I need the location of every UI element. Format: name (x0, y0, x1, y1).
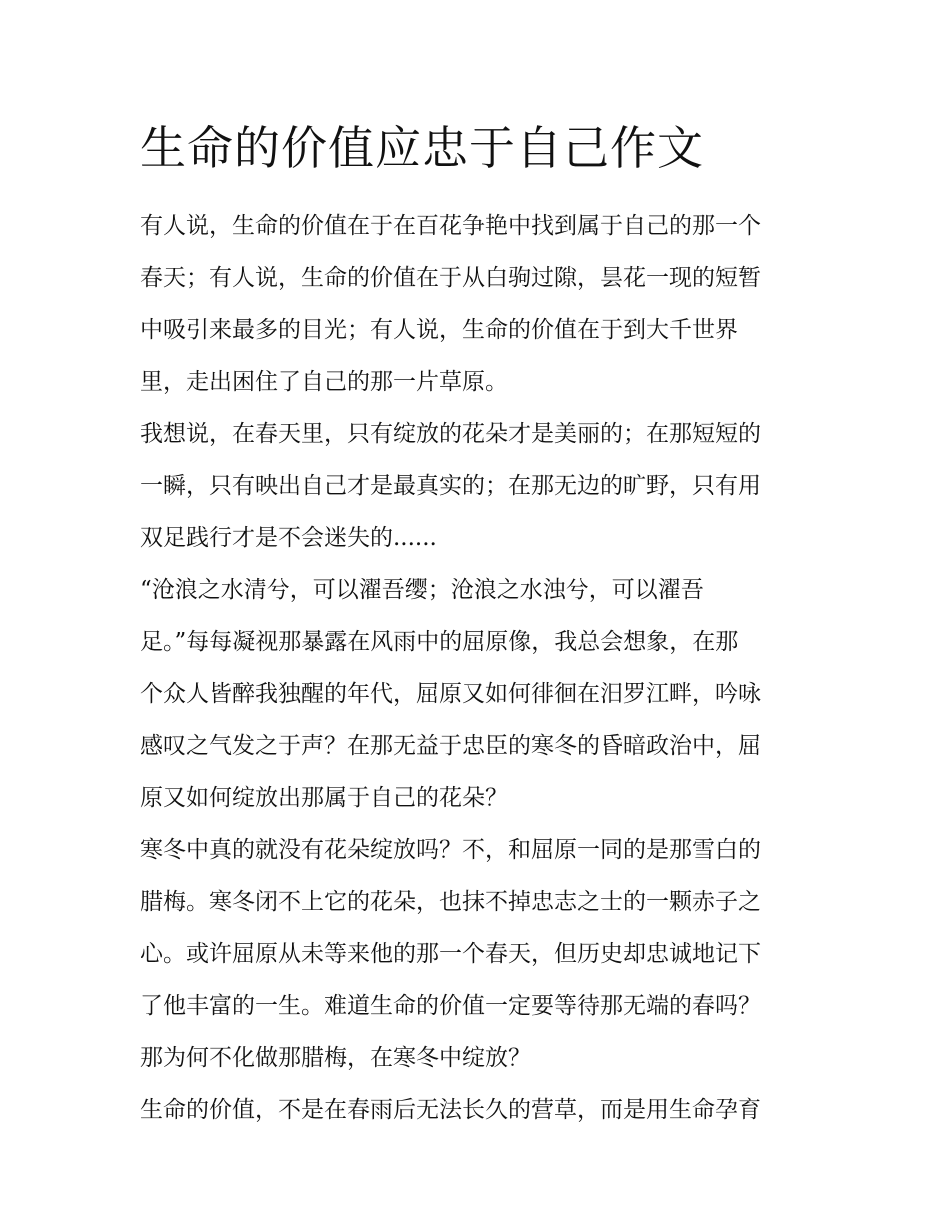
text-line: 双足践行才是不会迷失的...... (140, 525, 437, 551)
text-line: 寒冬中真的就没有花朵绽放吗？不，和屈原一同的是那雪白的 (140, 837, 761, 863)
text-line: 里，走出困住了自己的那一片草原。 (140, 369, 508, 395)
document-title: 生命的价值应忠于自己作文 (140, 121, 704, 175)
text-line: 感叹之气发之于声？在那无益于忠臣的寒冬的昏暗政治中，屈 (140, 733, 761, 759)
text-line: 个众人皆醉我独醒的年代，屈原又如何徘徊在汨罗江畔，吟咏 (140, 681, 761, 707)
text-line: 那为何不化做那腊梅，在寒冬中绽放？ (140, 1045, 531, 1071)
text-line: 我想说，在春天里，只有绽放的花朵才是美丽的；在那短短的 (140, 421, 761, 447)
text-line: “沧浪之水清兮，可以濯吾缨；沧浪之水浊兮，可以濯吾 (140, 577, 704, 603)
text-line: 春天；有人说，生命的价值在于从白驹过隙，昙花一现的短暂 (140, 265, 761, 291)
text-line: 心。或许屈原从未等来他的那一个春天，但历史却忠诚地记下 (140, 941, 761, 967)
text-line: 中吸引来最多的目光；有人说，生命的价值在于到大千世界 (140, 317, 738, 343)
text-line: 有人说，生命的价值在于在百花争艳中找到属于自己的那一个 (140, 213, 761, 239)
text-line: 足。”每每凝视那暴露在风雨中的屈原像，我总会想象，在那 (140, 629, 739, 655)
text-line: 一瞬，只有映出自己才是最真实的；在那无边的旷野，只有用 (140, 473, 761, 499)
text-line: 生命的价值，不是在春雨后无法长久的营草，而是用生命孕育 (140, 1097, 761, 1123)
text-line: 原又如何绽放出那属于自己的花朵？ (140, 785, 508, 811)
document-body (140, 200, 820, 1136)
text-line: 腊梅。寒冬闭不上它的花朵，也抹不掉忠志之士的一颗赤子之 (140, 889, 761, 915)
text-line: 了他丰富的一生。难道生命的价值一定要等待那无端的春吗？ (140, 993, 761, 1019)
